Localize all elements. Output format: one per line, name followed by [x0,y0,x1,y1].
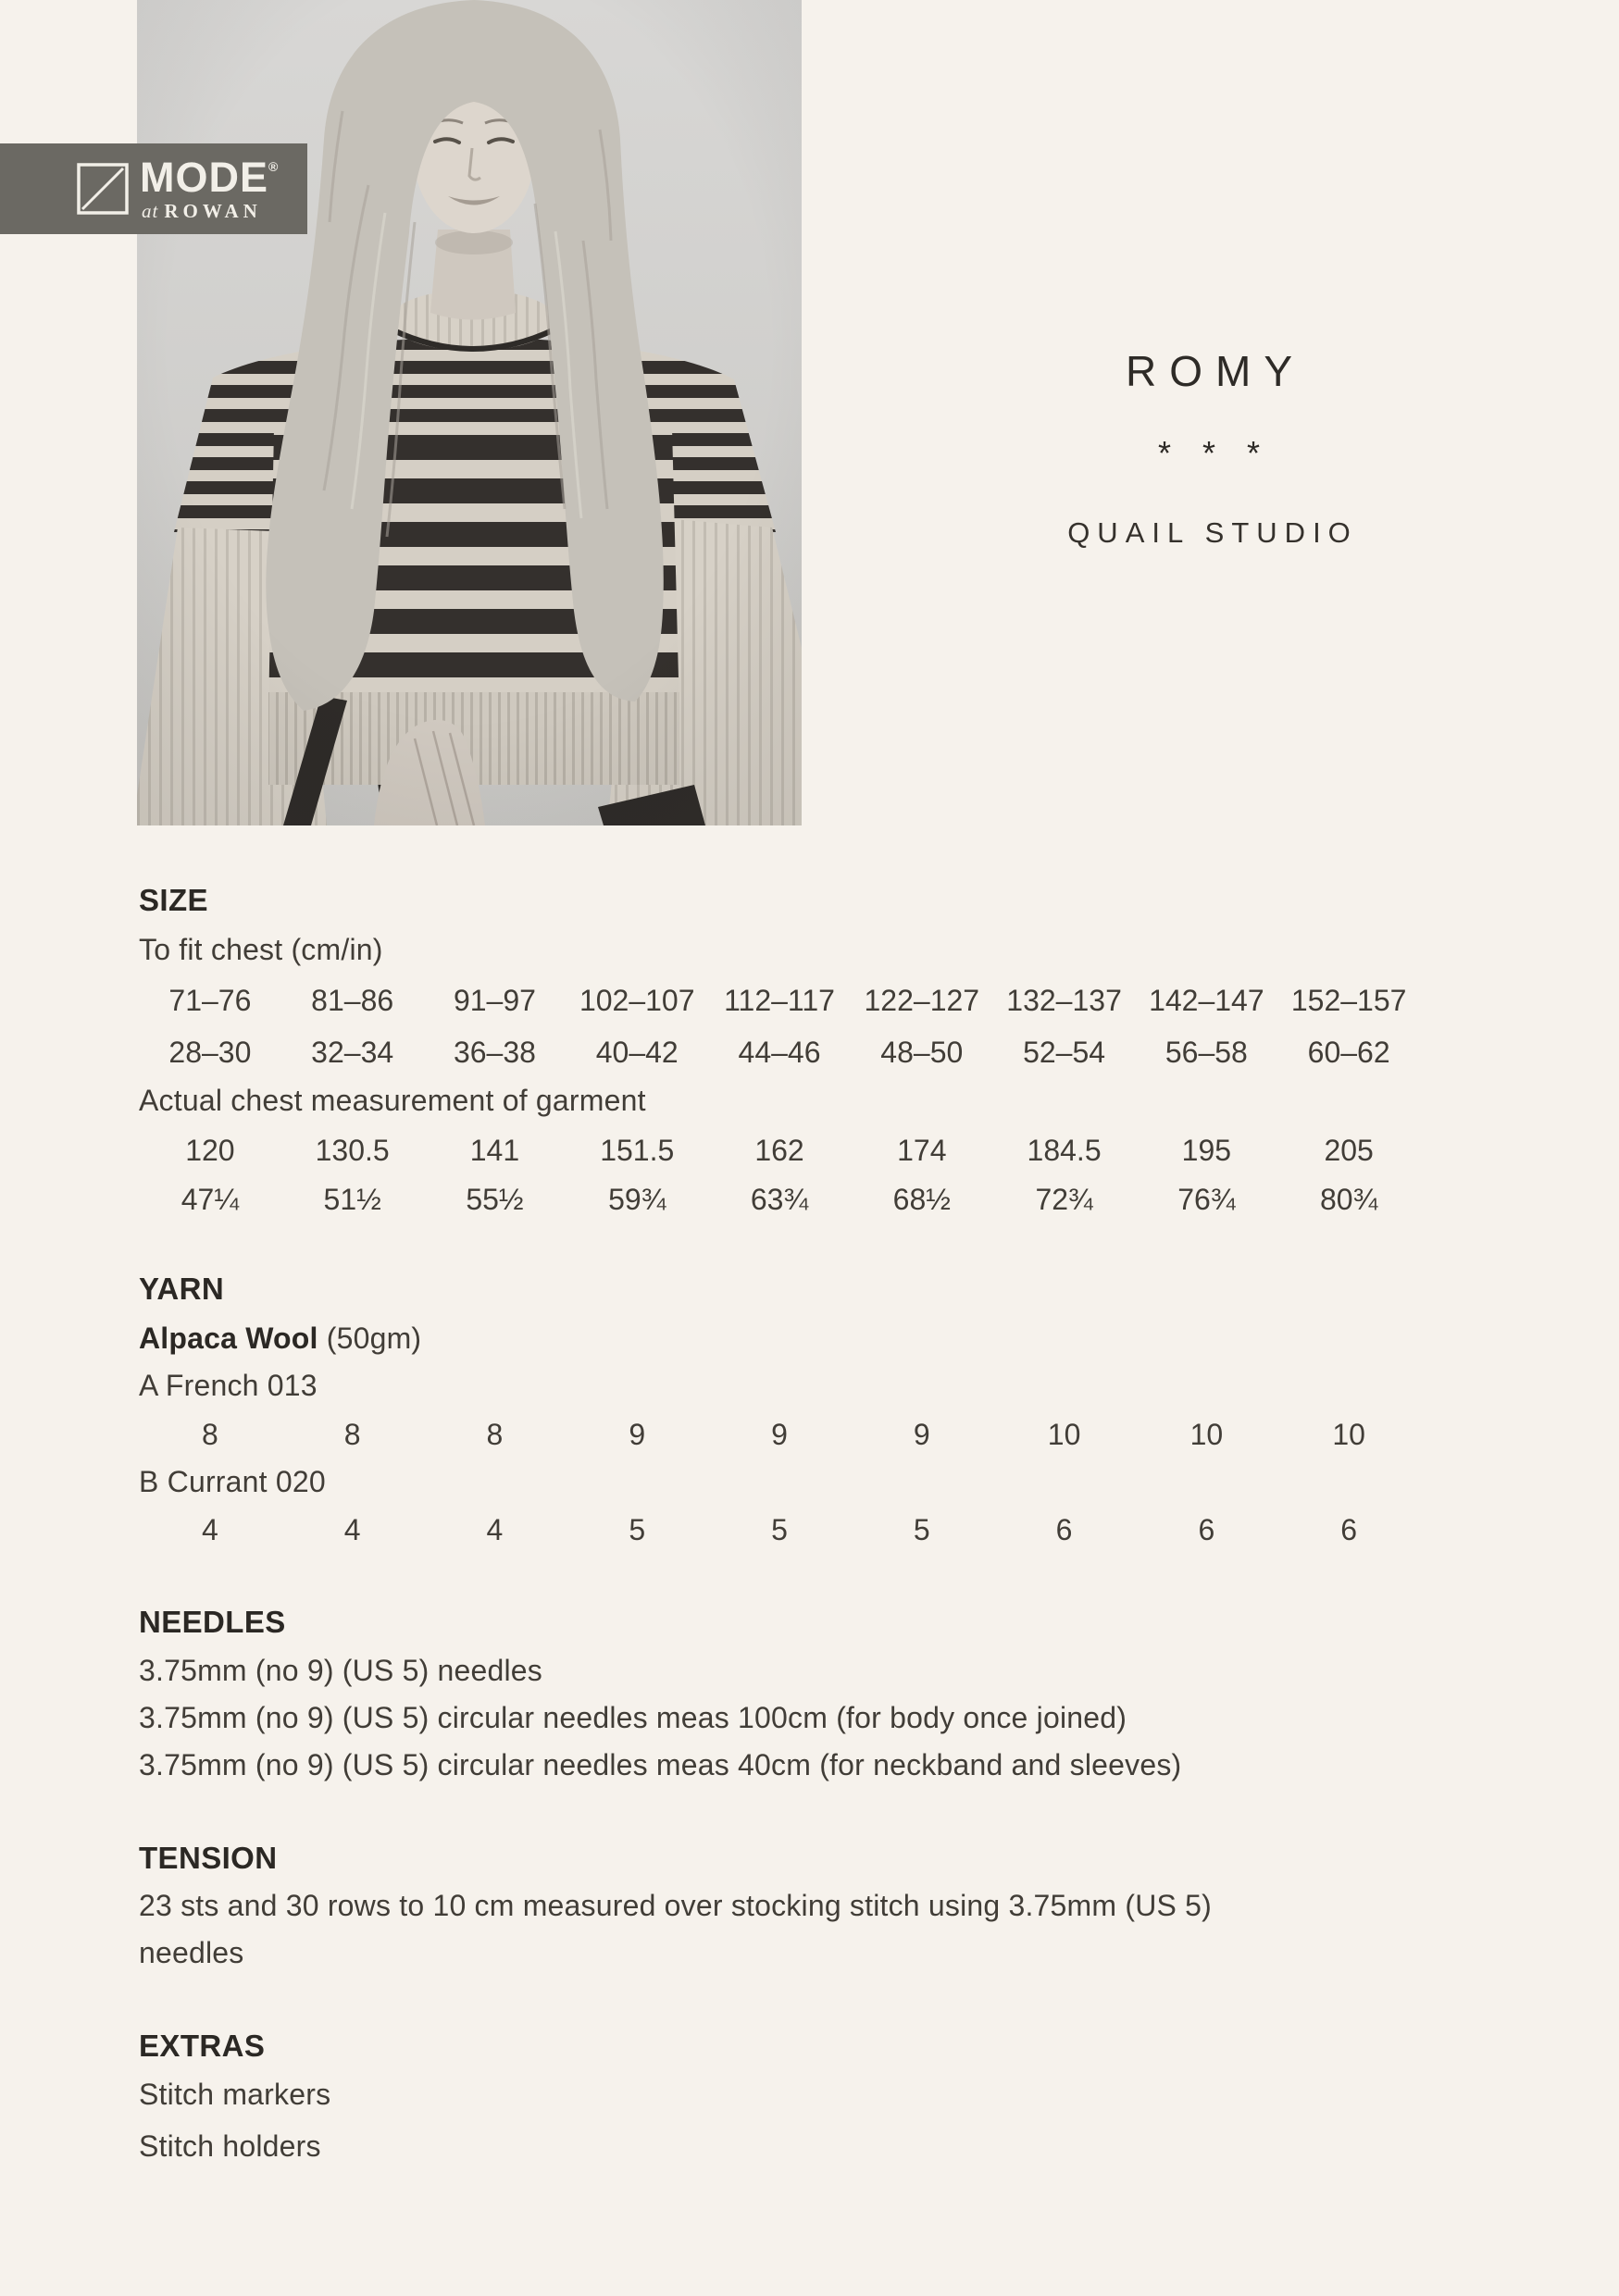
size-value: 56–58 [1164,1036,1248,1069]
size-value: 91–97 [453,984,536,1017]
mode-logo-icon [77,163,129,215]
size-value: 76¾ [1177,1183,1236,1216]
brand-subtitle: at ROWAN [142,200,262,222]
tension-line: needles [139,1936,244,1969]
size-value: 132–137 [1006,984,1122,1017]
ball-count: 8 [343,1418,361,1451]
tension-line: 23 sts and 30 rows to 10 cm measured over stocking stitch using 3.75mm (US 5) [139,1889,1213,1922]
needles-line: 3.75mm (no 9) (US 5) circular needles meas 40cm (for neckband and sleeves) [139,1748,1182,1781]
size-value: 205 [1324,1134,1374,1167]
size-value: 130.5 [315,1134,390,1167]
size-value: 71–76 [168,984,252,1017]
ball-count: 5 [629,1513,646,1546]
size-value: 174 [897,1134,947,1167]
yarn-heading: YARN [139,1272,225,1306]
size-value: 162 [754,1134,804,1167]
ball-count: 8 [201,1418,218,1451]
shade-a-balls-row [139,1416,1420,1453]
size-value: 63¾ [750,1183,809,1216]
ball-count: 8 [486,1418,504,1451]
ball-count: 10 [1332,1418,1365,1451]
ball-count: 6 [1055,1513,1073,1546]
needles-line: 3.75mm (no 9) (US 5) needles [139,1654,543,1687]
size-value: 55½ [466,1183,524,1216]
size-value: 81–86 [311,984,394,1017]
yarn-brand: Alpaca Wool [139,1322,318,1355]
pattern-header [963,347,1455,549]
needles-heading: NEEDLES [139,1605,286,1639]
ball-count: 9 [629,1418,646,1451]
size-value: 122–127 [864,984,980,1017]
extras-item: Stitch markers [139,2078,331,2111]
size-value: 195 [1181,1134,1232,1167]
ball-count: 9 [771,1418,788,1451]
tension-heading: TENSION [139,1841,278,1875]
needles-line: 3.75mm (no 9) (US 5) circular needles meas 100cm (for body once joined) [139,1701,1127,1734]
size-value: 151.5 [600,1134,675,1167]
ball-count: 10 [1047,1418,1081,1451]
size-value: 59¾ [608,1183,666,1216]
yarn-ball-weight: (50gm) [326,1322,422,1355]
size-value: 44–46 [738,1036,821,1069]
size-value: 102–107 [579,984,695,1017]
size-value: 120 [185,1134,235,1167]
ball-count: 5 [913,1513,930,1546]
actual-cm-row [139,1132,1420,1169]
registered-mark: ® [268,159,279,174]
size-value: 72¾ [1035,1183,1093,1216]
to-fit-in-row [139,1034,1420,1071]
shade-a-label: A French 013 [139,1369,318,1402]
size-value: 152–157 [1290,984,1407,1017]
difficulty-stars: * * * [1157,434,1272,472]
size-value: 52–54 [1023,1036,1106,1069]
size-value: 48–50 [880,1036,964,1069]
ball-count: 4 [486,1513,504,1546]
designer-name: QUAIL STUDIO [1067,516,1358,549]
extras-heading: EXTRAS [139,2029,266,2063]
actual-chest-label: Actual chest measurement of garment [139,1084,646,1117]
shade-b-balls-row [139,1511,1420,1548]
brand-badge [0,143,307,234]
size-value: 184.5 [1027,1134,1102,1167]
size-value: 28–30 [168,1036,252,1069]
size-value: 47¼ [181,1183,240,1216]
actual-in-row [139,1181,1420,1218]
size-value: 60–62 [1307,1036,1390,1069]
ball-count: 4 [201,1513,218,1546]
pattern-title: ROMY [1126,347,1305,395]
size-value: 51½ [323,1183,381,1216]
ball-count: 10 [1189,1418,1224,1451]
to-fit-cm-row [139,982,1420,1019]
extras-item: Stitch holders [139,2129,321,2163]
yarn-name-line [139,1320,421,1357]
to-fit-label: To fit chest (cm/in) [139,933,383,966]
ball-count: 9 [913,1418,930,1451]
size-value: 68½ [892,1183,951,1216]
ball-count: 6 [1198,1513,1215,1546]
size-value: 36–38 [453,1036,536,1069]
size-value: 40–42 [595,1036,679,1069]
ball-count: 5 [771,1513,788,1546]
model-photo-illustration [137,0,802,825]
ball-count: 6 [1340,1513,1358,1546]
ball-count: 4 [343,1513,361,1546]
size-value: 80¾ [1320,1183,1378,1216]
size-value: 112–117 [724,984,835,1017]
size-value: 32–34 [311,1036,394,1069]
model-photo [137,0,802,825]
size-heading: SIZE [139,883,208,917]
size-value: 142–147 [1149,984,1264,1017]
brand-name: MODE® [140,154,279,201]
size-value: 141 [469,1134,520,1167]
shade-b-label: B Currant 020 [139,1465,326,1498]
